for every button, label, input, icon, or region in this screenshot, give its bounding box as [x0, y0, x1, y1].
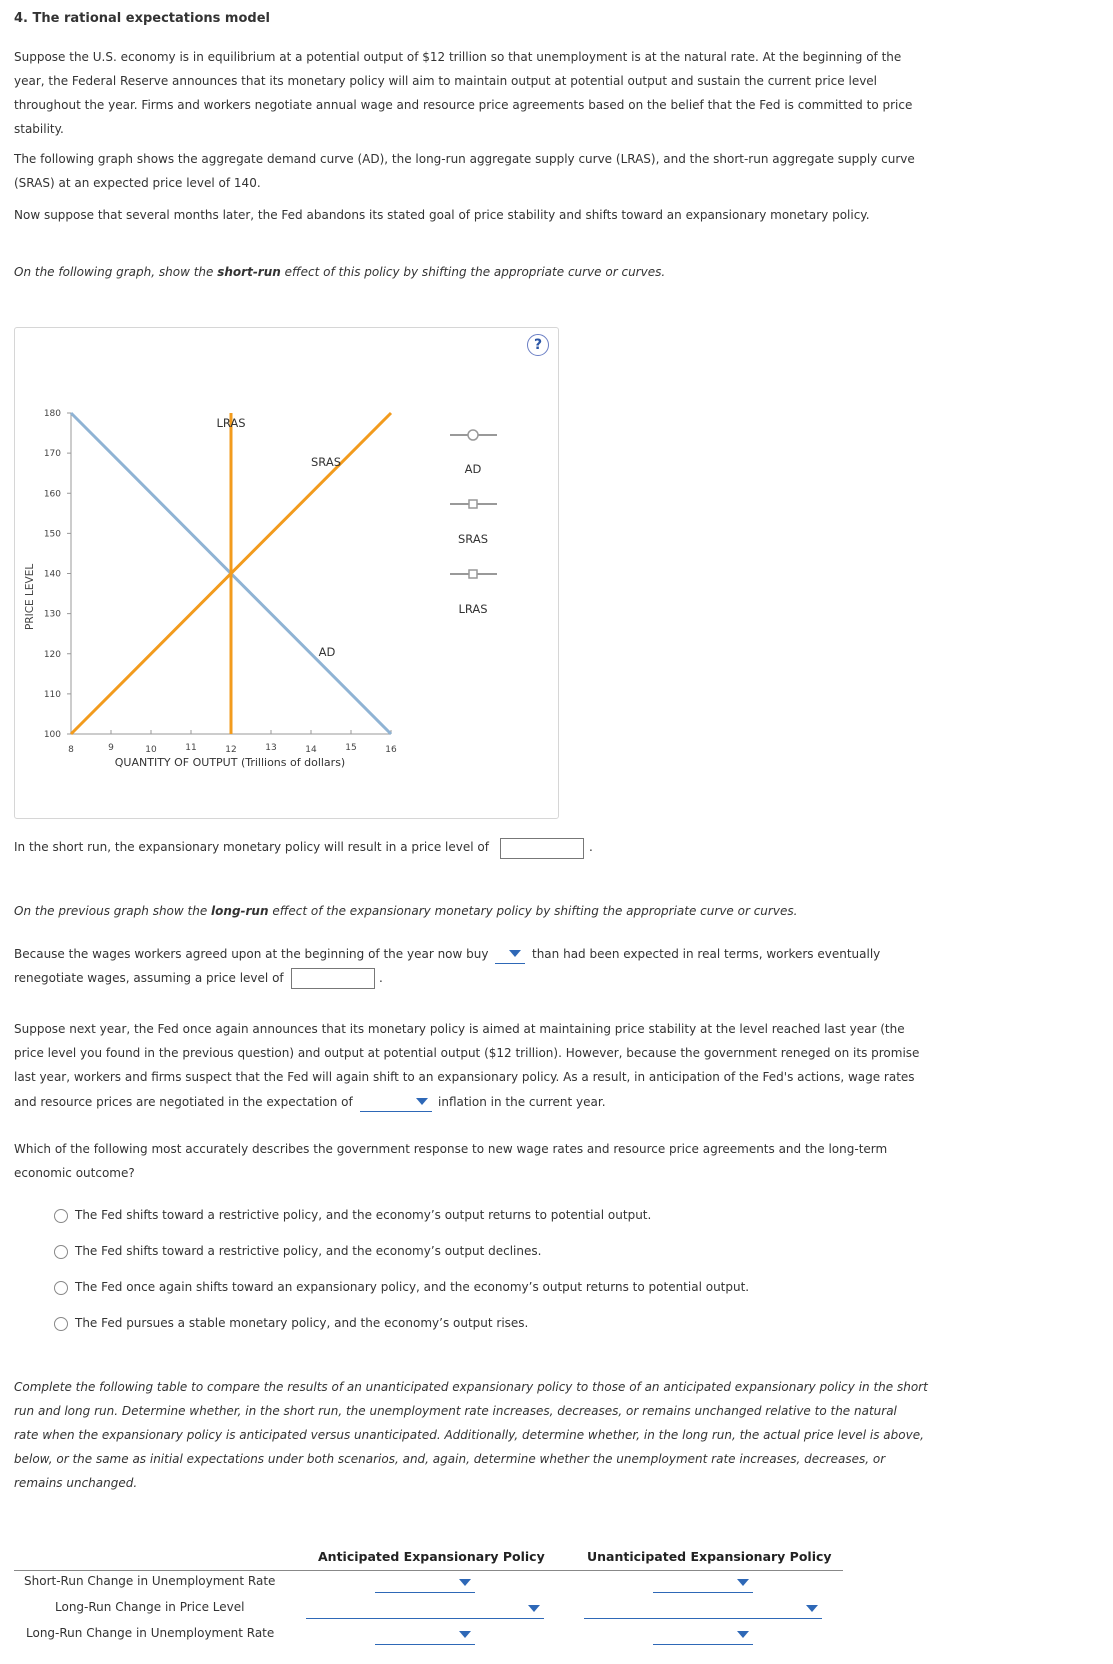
x-tick-label: 9	[108, 743, 114, 753]
y-tick-label: 160	[43, 489, 61, 500]
q5-line: run and long run. Determine whether, in the short run, the unemployment rate increases, decreases, or remains unchanged relative to the natural	[14, 1404, 897, 1418]
x-tick-label: 15	[345, 743, 357, 753]
sras-curve-label: SRAS	[311, 455, 341, 469]
table-row-label: Long-Run Change in Unemployment Rate	[26, 1626, 275, 1640]
q3-paragraph	[14, 1017, 934, 1089]
intro-p2-line: The following graph shows the aggregate demand curve (AD), the long-run aggregate supply curve (LRAS), and the short-run aggregate supply curve	[14, 152, 915, 166]
q4-line: economic outcome?	[14, 1166, 135, 1180]
q5-line: Complete the following table to compare the results of an unanticipated expansionary policy to those of an anticipated expansionary policy in the short	[14, 1380, 928, 1394]
radio-button[interactable]	[54, 1281, 68, 1295]
radio-option-label: The Fed shifts toward a restrictive policy, and the economy’s output declines.	[75, 1244, 542, 1258]
anticipated-lr-price-level-dropdown[interactable]	[306, 1600, 544, 1619]
intro-p2-line: (SRAS) at an expected price level of 140.	[14, 176, 261, 190]
radio-option-label: The Fed once again shifts toward an expansionary policy, and the economy’s output returns to potential output.	[75, 1280, 750, 1294]
radio-button[interactable]	[54, 1317, 68, 1331]
q2-text-post: than had been expected in real terms, workers eventually	[532, 947, 881, 961]
legend-ad-label: AD	[464, 462, 482, 476]
x-tick-label: 11	[185, 743, 197, 753]
square-marker-icon	[469, 570, 477, 578]
q1-text: In the short run, the expansionary monetary policy will result in a price level of	[14, 840, 489, 854]
q3-line: price level you found in the previous question) and output at potential output ($12 trillion). However, because the government reneged on its promise	[14, 1046, 920, 1060]
ad-curve-label: AD	[318, 645, 336, 659]
q1-period: .	[589, 840, 593, 854]
x-tick-label: 16	[385, 745, 397, 755]
table-row-label: Short-Run Change in Unemployment Rate	[24, 1574, 276, 1588]
q3-line: Suppose next year, the Fed once again announces that its monetary policy is aimed at maintaining price stability at the level reached last year (the	[14, 1022, 905, 1036]
y-tick-label: 180	[43, 409, 61, 419]
q2-text-pre: Because the wages workers agreed upon at the beginning of the year now buy	[14, 947, 489, 961]
y-tick-label: 150	[43, 529, 61, 540]
intro-p1-line: stability.	[14, 122, 64, 136]
lras-curve-label: LRAS	[216, 416, 246, 430]
anticipated-sr-unemployment-dropdown[interactable]	[375, 1574, 475, 1593]
instruction-long-run: On the previous graph show the long-run effect of the expansionary monetary policy by shifting the appropriate curve or curves.	[14, 904, 798, 918]
q5-line: rate when the expansionary policy is anticipated versus unanticipated. Additionally, determine whether, in the long run, the actual price level is above,	[14, 1428, 924, 1442]
legend-lras-label: LRAS	[458, 602, 488, 616]
real-wage-dropdown[interactable]	[495, 945, 525, 964]
expected-inflation-dropdown[interactable]	[360, 1093, 432, 1112]
q3-last-pre: and resource prices are negotiated in the expectation of	[14, 1095, 353, 1109]
radio-option-label: The Fed shifts toward a restrictive policy, and the economy’s output returns to potential output.	[75, 1208, 652, 1222]
chevron-down-icon	[509, 950, 521, 957]
y-tick-label: 120	[43, 649, 61, 660]
legend-ad[interactable]	[450, 430, 497, 476]
intro-p1-line: year, the Federal Reserve announces that its monetary policy will aim to maintain output at potential output and sustain the current price level	[14, 74, 878, 88]
y-tick-label: 100	[43, 730, 61, 740]
chevron-down-icon	[528, 1605, 540, 1612]
x-tick-label: 14	[305, 745, 317, 755]
anticipated-lr-unemployment-dropdown[interactable]	[375, 1626, 475, 1645]
chevron-down-icon	[459, 1631, 471, 1638]
q5-line: below, or the same as initial expectations under both scenarios, and, again, determine whether the unemployment rate increases, decreases, or	[14, 1452, 886, 1466]
q3-line: last year, workers and firms suspect that the Fed will again shift to an expansionary policy. As a result, in anticipation of the Fed's actions, wage rates	[14, 1070, 915, 1084]
chevron-down-icon	[806, 1605, 818, 1612]
col-header-unanticipated: Unanticipated Expansionary Policy	[587, 1549, 832, 1564]
y-tick-label: 110	[43, 689, 61, 700]
intro-paragraph-3: Now suppose that several months later, the Fed abandons its stated goal of price stability and shifts toward an expansionary monetary policy.	[14, 208, 870, 222]
question-title: 4. The rational expectations model	[14, 11, 270, 26]
q5-paragraph	[14, 1375, 934, 1495]
radio-button[interactable]	[54, 1209, 68, 1223]
instruction-short-run: On the following graph, show the short-run effect of this policy by shifting the appropriate curve or curves.	[14, 265, 666, 279]
q2-period: .	[379, 971, 383, 985]
intro-p1-line: Suppose the U.S. economy is in equilibrium at a potential output of $12 trillion so that unemployment is at the natural rate. At the beginning of the	[14, 50, 902, 64]
y-axis-label: PRICE LEVEL	[24, 563, 36, 630]
q3-last-post: inflation in the current year.	[438, 1095, 606, 1109]
help-icon[interactable]: ?	[527, 334, 549, 356]
chevron-down-icon	[737, 1631, 749, 1638]
legend-sras-label: SRAS	[458, 532, 488, 546]
x-tick-label: 8	[68, 745, 74, 755]
chevron-down-icon	[416, 1098, 428, 1105]
y-tick-label: 140	[43, 569, 61, 580]
chevron-down-icon	[459, 1579, 471, 1586]
unanticipated-lr-price-level-dropdown[interactable]	[584, 1600, 822, 1619]
legend-sras[interactable]	[450, 500, 497, 546]
q4-question	[14, 1137, 934, 1185]
y-tick-label: 170	[43, 449, 61, 460]
short-run-price-level-input[interactable]	[500, 838, 584, 859]
chevron-down-icon	[737, 1579, 749, 1586]
radio-button[interactable]	[54, 1245, 68, 1259]
renegotiated-price-level-input[interactable]	[291, 968, 375, 989]
x-tick-label: 13	[265, 743, 277, 753]
unanticipated-lr-unemployment-dropdown[interactable]	[653, 1626, 753, 1645]
x-axis-label: QUANTITY OF OUTPUT (Trillions of dollars)	[114, 756, 346, 769]
col-header-anticipated: Anticipated Expansionary Policy	[318, 1549, 545, 1564]
table-row-label: Long-Run Change in Price Level	[55, 1600, 245, 1614]
x-tick-label: 12	[225, 745, 237, 755]
radio-option-label: The Fed pursues a stable monetary policy, and the economy’s output rises.	[75, 1316, 529, 1330]
intro-p1-line: throughout the year. Firms and workers negotiate annual wage and resource price agreements based on the belief that the Fed is committed to price	[14, 98, 913, 112]
x-tick-label: 10	[145, 745, 157, 755]
q2-line2: renegotiate wages, assuming a price level of	[14, 971, 284, 985]
legend-lras[interactable]	[450, 570, 497, 616]
square-marker-icon	[469, 500, 477, 508]
unanticipated-sr-unemployment-dropdown[interactable]	[653, 1574, 753, 1593]
q4-line: Which of the following most accurately describes the government response to new wage rates and resource price agreements and the long-term	[14, 1142, 888, 1156]
table-header-divider	[14, 1570, 843, 1571]
q5-line: remains unchanged.	[14, 1476, 138, 1490]
circle-marker-icon	[468, 430, 478, 440]
y-tick-label: 130	[43, 609, 61, 620]
